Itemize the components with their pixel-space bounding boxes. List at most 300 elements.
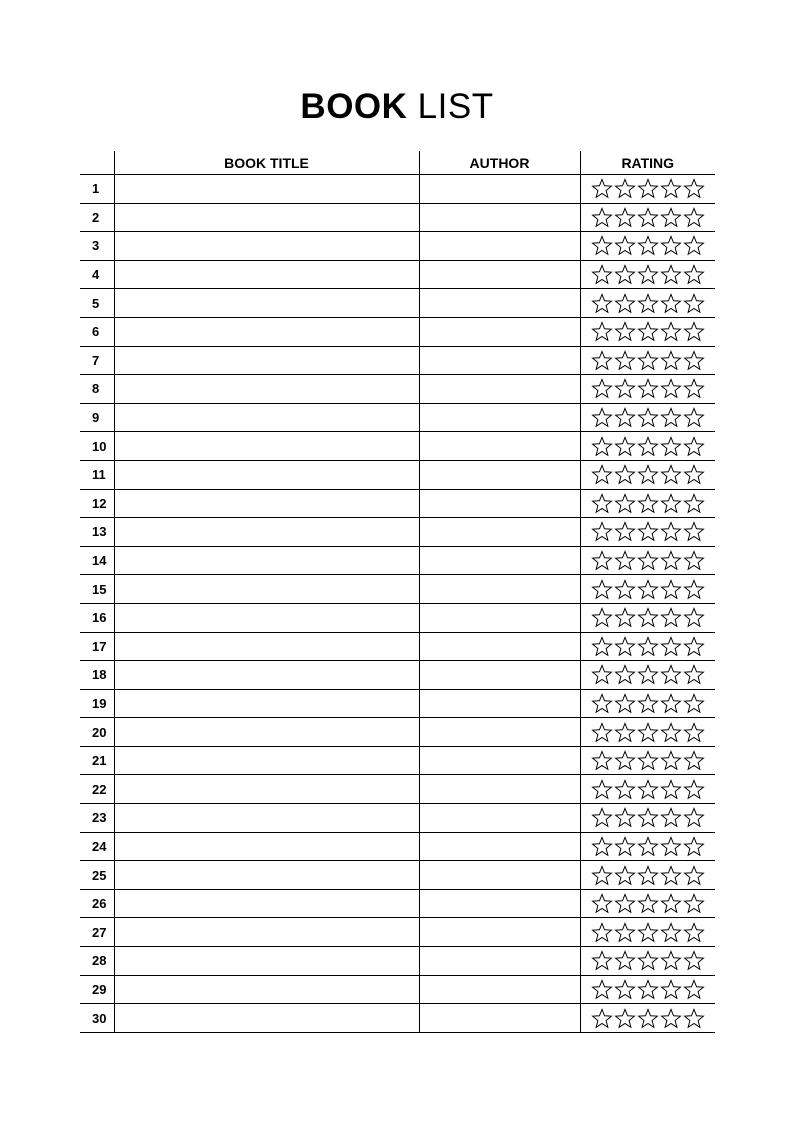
rating-cell	[580, 832, 715, 861]
star-outline-icon[interactable]	[614, 579, 636, 600]
book-title-cell[interactable]	[114, 232, 419, 261]
rating-cell	[580, 546, 715, 575]
star-rating	[581, 664, 716, 685]
star-outline-icon[interactable]	[637, 293, 659, 314]
star-outline-icon[interactable]	[660, 979, 682, 1000]
star-outline-icon[interactable]	[637, 893, 659, 914]
star-rating	[581, 836, 716, 857]
table-row	[80, 346, 715, 375]
column-header-number	[80, 151, 114, 175]
star-outline-icon[interactable]	[614, 664, 636, 685]
author-cell[interactable]	[419, 947, 580, 976]
book-title-cell[interactable]	[114, 632, 419, 661]
star-outline-icon[interactable]	[637, 979, 659, 1000]
star-outline-icon[interactable]	[660, 750, 682, 771]
star-outline-icon[interactable]	[660, 693, 682, 714]
star-outline-icon[interactable]	[660, 378, 682, 399]
book-title-cell[interactable]	[114, 861, 419, 890]
book-title-cell[interactable]	[114, 1004, 419, 1033]
table-row	[80, 1004, 715, 1033]
star-outline-icon[interactable]	[614, 836, 636, 857]
rating-cell	[580, 518, 715, 547]
row-number: 6	[80, 317, 114, 346]
star-rating	[581, 464, 716, 485]
rating-cell	[580, 718, 715, 747]
star-outline-icon[interactable]	[591, 407, 613, 428]
row-number: 4	[80, 260, 114, 289]
star-outline-icon[interactable]	[591, 178, 613, 199]
star-outline-icon[interactable]	[591, 436, 613, 457]
book-title-cell[interactable]	[114, 175, 419, 204]
star-outline-icon[interactable]	[614, 350, 636, 371]
author-cell[interactable]	[419, 746, 580, 775]
star-rating	[581, 950, 716, 971]
rating-cell	[580, 661, 715, 690]
page-title-regular: LIST	[417, 87, 494, 127]
star-outline-icon[interactable]	[660, 607, 682, 628]
table-row	[80, 289, 715, 318]
author-cell[interactable]	[419, 1004, 580, 1033]
star-outline-icon[interactable]	[614, 722, 636, 743]
star-outline-icon[interactable]	[683, 207, 705, 228]
author-cell[interactable]	[419, 260, 580, 289]
rating-cell	[580, 460, 715, 489]
star-outline-icon[interactable]	[683, 922, 705, 943]
book-title-cell[interactable]	[114, 975, 419, 1004]
star-outline-icon[interactable]	[614, 636, 636, 657]
rating-cell	[580, 632, 715, 661]
author-cell[interactable]	[419, 460, 580, 489]
star-outline-icon[interactable]	[660, 293, 682, 314]
star-rating	[581, 207, 716, 228]
author-cell[interactable]	[419, 317, 580, 346]
star-outline-icon[interactable]	[637, 321, 659, 342]
table-row	[80, 546, 715, 575]
star-outline-icon[interactable]	[591, 464, 613, 485]
star-outline-icon[interactable]	[660, 865, 682, 886]
row-number: 2	[80, 203, 114, 232]
row-number: 5	[80, 289, 114, 318]
star-outline-icon[interactable]	[591, 521, 613, 542]
page-title	[0, 87, 794, 127]
author-cell[interactable]	[419, 889, 580, 918]
star-outline-icon[interactable]	[683, 865, 705, 886]
book-title-cell[interactable]	[114, 346, 419, 375]
rating-cell	[580, 861, 715, 890]
row-number: 28	[80, 947, 114, 976]
star-outline-icon[interactable]	[637, 493, 659, 514]
author-cell[interactable]	[419, 775, 580, 804]
author-cell[interactable]	[419, 546, 580, 575]
star-outline-icon[interactable]	[683, 722, 705, 743]
star-outline-icon[interactable]	[614, 922, 636, 943]
table-row	[80, 575, 715, 604]
star-outline-icon[interactable]	[614, 464, 636, 485]
star-rating	[581, 607, 716, 628]
table-row	[80, 947, 715, 976]
table-row	[80, 661, 715, 690]
star-outline-icon[interactable]	[591, 922, 613, 943]
star-outline-icon[interactable]	[637, 207, 659, 228]
star-outline-icon[interactable]	[614, 378, 636, 399]
star-outline-icon[interactable]	[591, 550, 613, 571]
book-title-cell[interactable]	[114, 203, 419, 232]
row-number: 8	[80, 375, 114, 404]
star-outline-icon[interactable]	[614, 693, 636, 714]
star-rating	[581, 807, 716, 828]
star-outline-icon[interactable]	[660, 779, 682, 800]
row-number: 13	[80, 518, 114, 547]
star-outline-icon[interactable]	[660, 464, 682, 485]
star-outline-icon[interactable]	[683, 636, 705, 657]
row-number: 1	[80, 175, 114, 204]
column-header-author: AUTHOR	[419, 151, 580, 175]
star-outline-icon[interactable]	[660, 1008, 682, 1029]
star-outline-icon[interactable]	[683, 293, 705, 314]
star-outline-icon[interactable]	[614, 893, 636, 914]
author-cell[interactable]	[419, 375, 580, 404]
star-outline-icon[interactable]	[637, 407, 659, 428]
star-outline-icon[interactable]	[683, 779, 705, 800]
star-outline-icon[interactable]	[660, 550, 682, 571]
table-row	[80, 689, 715, 718]
star-outline-icon[interactable]	[591, 693, 613, 714]
star-outline-icon[interactable]	[591, 235, 613, 256]
rating-cell	[580, 260, 715, 289]
star-outline-icon[interactable]	[591, 1008, 613, 1029]
row-number: 15	[80, 575, 114, 604]
star-outline-icon[interactable]	[683, 693, 705, 714]
star-outline-icon[interactable]	[683, 235, 705, 256]
row-number: 3	[80, 232, 114, 261]
rating-cell	[580, 975, 715, 1004]
book-title-cell[interactable]	[114, 432, 419, 461]
star-outline-icon[interactable]	[660, 579, 682, 600]
star-outline-icon[interactable]	[591, 779, 613, 800]
star-rating	[581, 579, 716, 600]
star-outline-icon[interactable]	[637, 521, 659, 542]
star-outline-icon[interactable]	[660, 207, 682, 228]
star-outline-icon[interactable]	[683, 950, 705, 971]
star-rating	[581, 550, 716, 571]
book-title-cell[interactable]	[114, 804, 419, 833]
star-outline-icon[interactable]	[683, 979, 705, 1000]
star-outline-icon[interactable]	[683, 321, 705, 342]
star-outline-icon[interactable]	[637, 378, 659, 399]
star-outline-icon[interactable]	[614, 979, 636, 1000]
star-outline-icon[interactable]	[591, 979, 613, 1000]
star-outline-icon[interactable]	[591, 664, 613, 685]
table-row	[80, 918, 715, 947]
star-outline-icon[interactable]	[614, 521, 636, 542]
table-row	[80, 489, 715, 518]
star-outline-icon[interactable]	[591, 893, 613, 914]
star-outline-icon[interactable]	[660, 836, 682, 857]
book-title-cell[interactable]	[114, 260, 419, 289]
row-number: 19	[80, 689, 114, 718]
star-outline-icon[interactable]	[637, 464, 659, 485]
star-outline-icon[interactable]	[637, 550, 659, 571]
star-outline-icon[interactable]	[660, 321, 682, 342]
star-outline-icon[interactable]	[614, 321, 636, 342]
rating-cell	[580, 1004, 715, 1033]
author-cell[interactable]	[419, 832, 580, 861]
table-row	[80, 603, 715, 632]
star-outline-icon[interactable]	[614, 207, 636, 228]
star-outline-icon[interactable]	[660, 636, 682, 657]
star-outline-icon[interactable]	[591, 207, 613, 228]
star-outline-icon[interactable]	[591, 579, 613, 600]
book-title-cell[interactable]	[114, 661, 419, 690]
star-outline-icon[interactable]	[591, 750, 613, 771]
star-outline-icon[interactable]	[683, 350, 705, 371]
star-outline-icon[interactable]	[591, 807, 613, 828]
star-outline-icon[interactable]	[660, 178, 682, 199]
author-cell[interactable]	[419, 804, 580, 833]
star-outline-icon[interactable]	[614, 779, 636, 800]
star-rating	[581, 321, 716, 342]
star-outline-icon[interactable]	[660, 436, 682, 457]
star-rating	[581, 407, 716, 428]
star-rating	[581, 865, 716, 886]
table-row	[80, 632, 715, 661]
star-outline-icon[interactable]	[614, 407, 636, 428]
book-title-cell[interactable]	[114, 832, 419, 861]
author-cell[interactable]	[419, 603, 580, 632]
star-outline-icon[interactable]	[637, 178, 659, 199]
star-outline-icon[interactable]	[637, 693, 659, 714]
book-title-cell[interactable]	[114, 460, 419, 489]
star-rating	[581, 693, 716, 714]
table-row	[80, 317, 715, 346]
star-outline-icon[interactable]	[683, 750, 705, 771]
star-outline-icon[interactable]	[614, 436, 636, 457]
rating-cell	[580, 746, 715, 775]
author-cell[interactable]	[419, 346, 580, 375]
star-rating	[581, 521, 716, 542]
author-cell[interactable]	[419, 918, 580, 947]
row-number: 12	[80, 489, 114, 518]
table-row	[80, 975, 715, 1004]
star-outline-icon[interactable]	[683, 579, 705, 600]
rating-cell	[580, 947, 715, 976]
row-number: 22	[80, 775, 114, 804]
star-outline-icon[interactable]	[614, 950, 636, 971]
star-outline-icon[interactable]	[637, 922, 659, 943]
star-outline-icon[interactable]	[660, 350, 682, 371]
row-number: 18	[80, 661, 114, 690]
star-outline-icon[interactable]	[637, 722, 659, 743]
author-cell[interactable]	[419, 861, 580, 890]
author-cell[interactable]	[419, 432, 580, 461]
author-cell[interactable]	[419, 632, 580, 661]
star-outline-icon[interactable]	[683, 264, 705, 285]
author-cell[interactable]	[419, 489, 580, 518]
row-number: 29	[80, 975, 114, 1004]
star-outline-icon[interactable]	[660, 235, 682, 256]
author-cell[interactable]	[419, 289, 580, 318]
star-outline-icon[interactable]	[660, 950, 682, 971]
rating-cell	[580, 403, 715, 432]
book-title-cell[interactable]	[114, 546, 419, 575]
star-outline-icon[interactable]	[614, 865, 636, 886]
author-cell[interactable]	[419, 518, 580, 547]
book-list-table	[80, 151, 715, 1033]
star-outline-icon[interactable]	[614, 235, 636, 256]
star-outline-icon[interactable]	[660, 493, 682, 514]
book-title-cell[interactable]	[114, 375, 419, 404]
star-outline-icon[interactable]	[591, 636, 613, 657]
row-number: 26	[80, 889, 114, 918]
star-outline-icon[interactable]	[637, 1008, 659, 1029]
star-outline-icon[interactable]	[591, 950, 613, 971]
star-outline-icon[interactable]	[591, 836, 613, 857]
author-cell[interactable]	[419, 575, 580, 604]
star-outline-icon[interactable]	[637, 436, 659, 457]
star-outline-icon[interactable]	[660, 521, 682, 542]
author-cell[interactable]	[419, 661, 580, 690]
star-outline-icon[interactable]	[660, 264, 682, 285]
star-outline-icon[interactable]	[614, 293, 636, 314]
table-row	[80, 746, 715, 775]
book-title-cell[interactable]	[114, 518, 419, 547]
star-outline-icon[interactable]	[614, 750, 636, 771]
table-row	[80, 260, 715, 289]
star-outline-icon[interactable]	[591, 378, 613, 399]
star-outline-icon[interactable]	[591, 264, 613, 285]
star-rating	[581, 378, 716, 399]
book-title-cell[interactable]	[114, 403, 419, 432]
star-rating	[581, 436, 716, 457]
row-number: 23	[80, 804, 114, 833]
book-title-cell[interactable]	[114, 746, 419, 775]
book-title-cell[interactable]	[114, 575, 419, 604]
rating-cell	[580, 317, 715, 346]
star-outline-icon[interactable]	[683, 607, 705, 628]
table-row	[80, 203, 715, 232]
rating-cell	[580, 689, 715, 718]
author-cell[interactable]	[419, 232, 580, 261]
star-rating	[581, 293, 716, 314]
star-outline-icon[interactable]	[660, 664, 682, 685]
book-title-cell[interactable]	[114, 775, 419, 804]
star-outline-icon[interactable]	[637, 950, 659, 971]
row-number: 20	[80, 718, 114, 747]
star-outline-icon[interactable]	[683, 893, 705, 914]
star-outline-icon[interactable]	[637, 235, 659, 256]
book-title-cell[interactable]	[114, 947, 419, 976]
star-outline-icon[interactable]	[660, 407, 682, 428]
star-outline-icon[interactable]	[637, 664, 659, 685]
book-title-cell[interactable]	[114, 918, 419, 947]
row-number: 9	[80, 403, 114, 432]
star-outline-icon[interactable]	[637, 865, 659, 886]
star-outline-icon[interactable]	[683, 493, 705, 514]
star-outline-icon[interactable]	[614, 1008, 636, 1029]
star-outline-icon[interactable]	[591, 321, 613, 342]
author-cell[interactable]	[419, 689, 580, 718]
star-outline-icon[interactable]	[683, 464, 705, 485]
star-outline-icon[interactable]	[591, 607, 613, 628]
page-title-bold: BOOK	[300, 87, 408, 127]
star-outline-icon[interactable]	[637, 807, 659, 828]
author-cell[interactable]	[419, 718, 580, 747]
author-cell[interactable]	[419, 203, 580, 232]
book-title-cell[interactable]	[114, 603, 419, 632]
star-outline-icon[interactable]	[637, 636, 659, 657]
star-outline-icon[interactable]	[660, 922, 682, 943]
author-cell[interactable]	[419, 975, 580, 1004]
star-outline-icon[interactable]	[637, 579, 659, 600]
star-outline-icon[interactable]	[591, 293, 613, 314]
star-outline-icon[interactable]	[637, 836, 659, 857]
star-outline-icon[interactable]	[683, 378, 705, 399]
star-outline-icon[interactable]	[637, 750, 659, 771]
author-cell[interactable]	[419, 403, 580, 432]
star-outline-icon[interactable]	[614, 807, 636, 828]
book-title-cell[interactable]	[114, 489, 419, 518]
star-outline-icon[interactable]	[591, 493, 613, 514]
book-title-cell[interactable]	[114, 889, 419, 918]
star-outline-icon[interactable]	[683, 178, 705, 199]
row-number: 14	[80, 546, 114, 575]
star-outline-icon[interactable]	[683, 664, 705, 685]
table-row	[80, 403, 715, 432]
star-outline-icon[interactable]	[683, 1008, 705, 1029]
star-outline-icon[interactable]	[591, 722, 613, 743]
star-outline-icon[interactable]	[660, 722, 682, 743]
table-row	[80, 375, 715, 404]
book-title-cell[interactable]	[114, 317, 419, 346]
star-outline-icon[interactable]	[637, 350, 659, 371]
table-row	[80, 804, 715, 833]
rating-cell	[580, 432, 715, 461]
star-outline-icon[interactable]	[614, 493, 636, 514]
star-outline-icon[interactable]	[637, 779, 659, 800]
star-outline-icon[interactable]	[683, 521, 705, 542]
star-outline-icon[interactable]	[637, 264, 659, 285]
star-rating	[581, 979, 716, 1000]
star-outline-icon[interactable]	[683, 436, 705, 457]
row-number: 25	[80, 861, 114, 890]
book-title-cell[interactable]	[114, 689, 419, 718]
star-outline-icon[interactable]	[683, 836, 705, 857]
table-header-row	[80, 151, 715, 175]
star-outline-icon[interactable]	[660, 807, 682, 828]
star-outline-icon[interactable]	[660, 893, 682, 914]
rating-cell	[580, 804, 715, 833]
star-outline-icon[interactable]	[683, 407, 705, 428]
star-outline-icon[interactable]	[637, 607, 659, 628]
star-rating	[581, 1008, 716, 1029]
star-outline-icon[interactable]	[683, 550, 705, 571]
star-rating	[581, 350, 716, 371]
rating-cell	[580, 289, 715, 318]
book-title-cell[interactable]	[114, 718, 419, 747]
table-row	[80, 175, 715, 204]
table-row	[80, 718, 715, 747]
star-outline-icon[interactable]	[683, 807, 705, 828]
star-outline-icon[interactable]	[614, 607, 636, 628]
rating-cell	[580, 232, 715, 261]
star-outline-icon[interactable]	[614, 550, 636, 571]
author-cell[interactable]	[419, 175, 580, 204]
book-title-cell[interactable]	[114, 289, 419, 318]
star-outline-icon[interactable]	[614, 178, 636, 199]
star-outline-icon[interactable]	[591, 350, 613, 371]
star-outline-icon[interactable]	[591, 865, 613, 886]
star-outline-icon[interactable]	[614, 264, 636, 285]
